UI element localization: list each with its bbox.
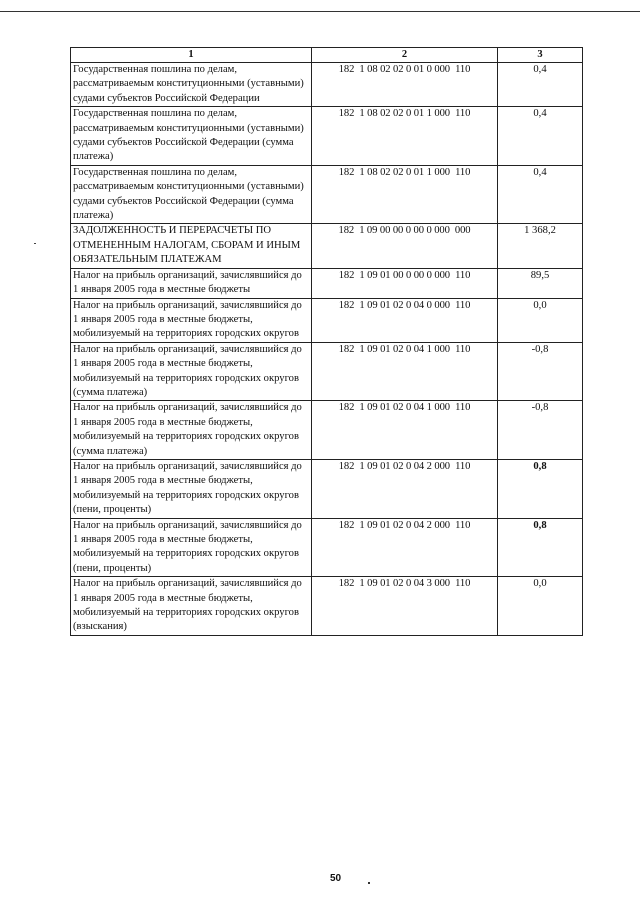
row-value: 0,0 <box>498 577 583 636</box>
row-name: Налог на прибыль организаций, зачислявшийся до 1 января 2005 года в местные бюджеты, мобилизуемый на территориях городских округов (пени, проценты) <box>71 459 312 518</box>
table-row <box>71 401 583 460</box>
row-value: 0,0 <box>498 298 583 342</box>
row-code: 182 1 08 02 02 0 01 1 000 110 <box>312 107 498 166</box>
row-name: Налог на прибыль организаций, зачислявшийся до 1 января 2005 года в местные бюджеты, мобилизуемый на территориях городских округов (сумма платежа) <box>71 401 312 460</box>
row-value: 1 368,2 <box>498 224 583 268</box>
page-number: 50 <box>330 873 342 884</box>
row-name: Государственная пошлина по делам, рассматриваемым конституционными (уставными) судами субъектов Российской Федерации (сумма платежа) <box>71 165 312 224</box>
column-header-1: 1 <box>71 48 312 63</box>
row-value: 0,8 <box>498 459 583 518</box>
row-value: 0,8 <box>498 518 583 577</box>
row-value: 0,4 <box>498 107 583 166</box>
table-header <box>71 48 583 63</box>
row-name: Налог на прибыль организаций, зачислявшийся до 1 января 2005 года в местные бюджеты, мобилизуемый на территориях городских округов (сумма платежа) <box>71 342 312 401</box>
row-name: Государственная пошлина по делам, рассматриваемым конституционными (уставными) судами субъектов Российской Федерации (сумма платежа) <box>71 107 312 166</box>
row-code: 182 1 09 01 02 0 04 1 000 110 <box>312 401 498 460</box>
row-code: 182 1 09 01 02 0 04 2 000 110 <box>312 518 498 577</box>
table-row <box>71 63 583 107</box>
row-code: 182 1 09 01 02 0 04 2 000 110 <box>312 459 498 518</box>
table-row <box>71 518 583 577</box>
page-dot <box>368 882 370 884</box>
row-name: Налог на прибыль организаций, зачислявшийся до 1 января 2005 года в местные бюджеты, мобилизуемый на территориях городских округов (пени, проценты) <box>71 518 312 577</box>
table-row <box>71 459 583 518</box>
row-code: 182 1 09 01 02 0 04 0 000 110 <box>312 298 498 342</box>
row-value: -0,8 <box>498 342 583 401</box>
column-header-3: 3 <box>498 48 583 63</box>
row-value: 89,5 <box>498 268 583 298</box>
table-row <box>71 268 583 298</box>
row-name: Налог на прибыль организаций, зачислявшийся до 1 января 2005 года в местные бюджеты, мобилизуемый на территориях городских округов (взыскания) <box>71 577 312 636</box>
header-row <box>71 48 583 63</box>
column-header-2: 2 <box>312 48 498 63</box>
table-body <box>71 63 583 636</box>
row-name: Налог на прибыль организаций, зачислявшийся до 1 января 2005 года в местные бюджеты <box>71 268 312 298</box>
table-row <box>71 224 583 268</box>
table-row <box>71 165 583 224</box>
table-row <box>71 342 583 401</box>
row-code: 182 1 09 01 02 0 04 1 000 110 <box>312 342 498 401</box>
row-code: 182 1 09 01 00 0 00 0 000 110 <box>312 268 498 298</box>
row-code: 182 1 09 00 00 0 00 0 000 000 <box>312 224 498 268</box>
row-value: 0,4 <box>498 165 583 224</box>
revenue-table <box>70 47 583 636</box>
row-value: 0,4 <box>498 63 583 107</box>
table-row <box>71 298 583 342</box>
row-code: 182 1 09 01 02 0 04 3 000 110 <box>312 577 498 636</box>
scan-speck <box>34 243 36 244</box>
row-code: 182 1 08 02 02 0 01 0 000 110 <box>312 63 498 107</box>
top-rule <box>0 11 640 12</box>
row-name: Государственная пошлина по делам, рассматриваемым конституционными (уставными) судами субъектов Российской Федерации <box>71 63 312 107</box>
row-name: Налог на прибыль организаций, зачислявшийся до 1 января 2005 года в местные бюджеты, мобилизуемый на территориях городских округов <box>71 298 312 342</box>
row-code: 182 1 08 02 02 0 01 1 000 110 <box>312 165 498 224</box>
table-row <box>71 107 583 166</box>
row-value: -0,8 <box>498 401 583 460</box>
row-name: ЗАДОЛЖЕННОСТЬ И ПЕРЕРАСЧЕТЫ ПО ОТМЕНЕННЫМ НАЛОГАМ, СБОРАМ И ИНЫМ ОБЯЗАТЕЛЬНЫМ ПЛАТЕЖАМ <box>71 224 312 268</box>
table-row <box>71 577 583 636</box>
